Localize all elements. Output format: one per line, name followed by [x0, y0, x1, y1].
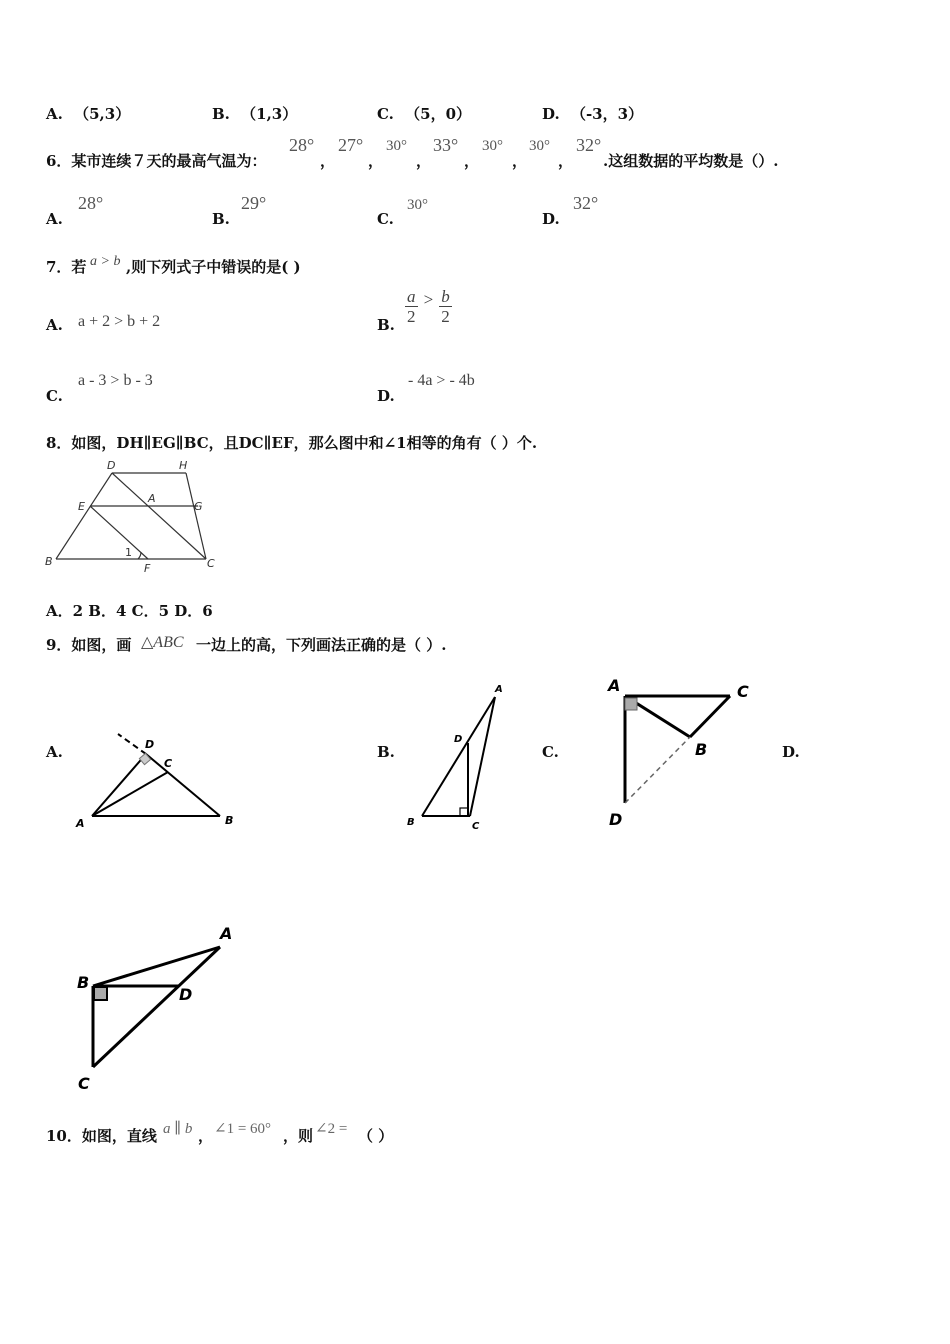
q6-sep: ，	[368, 152, 384, 170]
right-angle-mark	[625, 698, 637, 710]
q6-temp: 30°	[386, 138, 407, 154]
option-text: （-3，3）	[570, 105, 644, 123]
option-letter: D.	[542, 105, 560, 123]
right-angle-mark	[94, 987, 107, 1000]
label-a: A	[76, 817, 85, 830]
angle-1-arc	[138, 552, 141, 559]
label-b: B	[695, 740, 708, 759]
label-e: E	[78, 500, 85, 513]
q10-angle2: ∠2 =	[315, 1121, 348, 1137]
q10-then: ，则	[283, 1127, 314, 1145]
right-angle-mark	[139, 753, 150, 764]
label-c: C	[737, 682, 749, 701]
label-c: C	[207, 557, 215, 570]
label-f: F	[144, 562, 151, 575]
q6-question-prefix: 6．某市连续７天的最高气温为：	[46, 152, 267, 170]
label-d: D	[179, 985, 193, 1004]
extension-dashed	[625, 737, 690, 803]
numerator: b	[441, 287, 450, 306]
denominator: 2	[407, 307, 416, 326]
q9-figure-a	[70, 730, 245, 835]
q7-option-a-letter: A.	[46, 316, 63, 334]
q6-option-d-text: 32°	[573, 193, 599, 213]
option-letter: B.	[212, 105, 230, 123]
q7-question-prefix: 7．若	[46, 258, 87, 276]
segment-hc	[186, 473, 206, 559]
q6-temp: 28°	[289, 135, 315, 155]
extension-dashed	[118, 734, 146, 754]
q8-figure	[40, 455, 230, 577]
side-db	[146, 754, 220, 816]
q7-option-a-text: a + 2 > b + 2	[78, 313, 161, 330]
label-a: A	[608, 676, 621, 695]
q7-option-d-letter: D.	[377, 387, 395, 405]
q6-option-b-letter: B.	[212, 210, 230, 228]
q9-question-prefix: 9．如图，画	[46, 636, 132, 654]
option-text: （5，0）	[405, 105, 472, 123]
q7-option-d-text: - 4a > - 4b	[408, 372, 475, 389]
q10-answer-blank: （ ）	[358, 1127, 394, 1145]
segment-ef	[90, 506, 148, 559]
altitude-line	[92, 772, 168, 816]
segment-db	[56, 473, 112, 559]
label-angle-1: 1	[125, 546, 132, 559]
option-text: （5,3）	[74, 105, 131, 123]
label-d: D	[609, 810, 623, 829]
label-g: G	[194, 500, 203, 513]
label-h: H	[179, 459, 188, 472]
side-ba	[422, 697, 495, 816]
q8-question: 8．如图，DH∥EG∥BC，且DC∥EF，那么图中和∠1相等的角有（ ）个.	[46, 434, 538, 452]
q9-figure-c	[600, 670, 760, 830]
fraction	[405, 288, 418, 327]
q9-figure-b	[400, 675, 520, 835]
q10-parallel: a ∥ b	[163, 1121, 193, 1137]
q6-sep: ，	[320, 152, 336, 170]
label-d: D	[454, 734, 463, 745]
q7-option-c-text: a - 3 > b - 3	[78, 372, 153, 389]
q9-option-c-letter: C.	[542, 743, 559, 761]
label-d: D	[145, 738, 155, 751]
q5-option-a	[46, 103, 130, 124]
q6-option-d-letter: D.	[542, 210, 560, 228]
side-ad	[92, 754, 146, 816]
label-a: A	[148, 492, 156, 505]
q9-figure-d	[70, 915, 250, 1095]
q5-option-b	[212, 103, 297, 124]
label-a: A	[495, 684, 503, 695]
q6-temp: 30°	[482, 138, 503, 154]
q9-option-d-letter: D.	[782, 743, 800, 761]
q6-sep: ，	[512, 152, 528, 170]
q9-triangle: △ABC	[141, 634, 184, 651]
q9-question-suffix: 一边上的高，下列画法正确的是（ ）.	[196, 636, 447, 654]
label-b: B	[45, 555, 53, 568]
q6-option-b-text: 29°	[241, 193, 267, 213]
right-angle-mark	[460, 808, 468, 816]
label-b: B	[77, 973, 90, 992]
side-bc	[690, 696, 730, 737]
q7-option-b-letter: B.	[377, 316, 395, 334]
q6-option-a-letter: A.	[46, 210, 63, 228]
option-letter: C.	[377, 105, 394, 123]
q7-question-suffix: ,则下列式子中错误的是( )	[126, 258, 301, 276]
option-text: （1,3）	[241, 105, 298, 123]
label-c: C	[472, 821, 480, 832]
denominator: 2	[441, 307, 450, 326]
label-c: C	[78, 1074, 90, 1093]
label-b: B	[407, 817, 415, 828]
q10-angle1: ∠1 = 60°	[214, 1121, 272, 1137]
q6-option-a-text: 28°	[78, 193, 104, 213]
label-d: D	[107, 459, 116, 472]
q9-option-b-letter: B.	[377, 743, 395, 761]
q6-question-suffix: .这组数据的平均数是（）.	[603, 152, 779, 170]
q5-option-c	[377, 103, 471, 124]
q6-temp: 33°	[433, 135, 459, 155]
q8-answer-options: A．2 B．4 C．5 D．6	[46, 602, 213, 620]
q6-temp: 27°	[338, 135, 364, 155]
q10-comma: ，	[198, 1127, 214, 1145]
numerator: a	[407, 287, 416, 306]
option-letter: A.	[46, 105, 63, 123]
q6-option-c-text: 30°	[407, 197, 428, 213]
label-b: B	[225, 814, 234, 827]
q7-option-b-fraction-expression	[405, 288, 452, 327]
q5-option-d	[542, 103, 643, 124]
q6-sep: ，	[416, 152, 432, 170]
side-ac	[470, 697, 495, 816]
q10-question-prefix: 10．如图，直线	[46, 1127, 157, 1145]
q7-condition: a > b	[90, 254, 121, 269]
operator: >	[423, 289, 434, 309]
fraction	[439, 288, 452, 327]
label-a: A	[220, 924, 233, 943]
q6-option-c-letter: C.	[377, 210, 394, 228]
q9-option-a-letter: A.	[46, 743, 63, 761]
q6-sep: ，	[464, 152, 480, 170]
q6-sep: ，	[558, 152, 574, 170]
q6-temp: 32°	[576, 135, 602, 155]
label-c: C	[164, 757, 173, 770]
q7-option-c-letter: C.	[46, 387, 63, 405]
q6-temp: 30°	[529, 138, 550, 154]
